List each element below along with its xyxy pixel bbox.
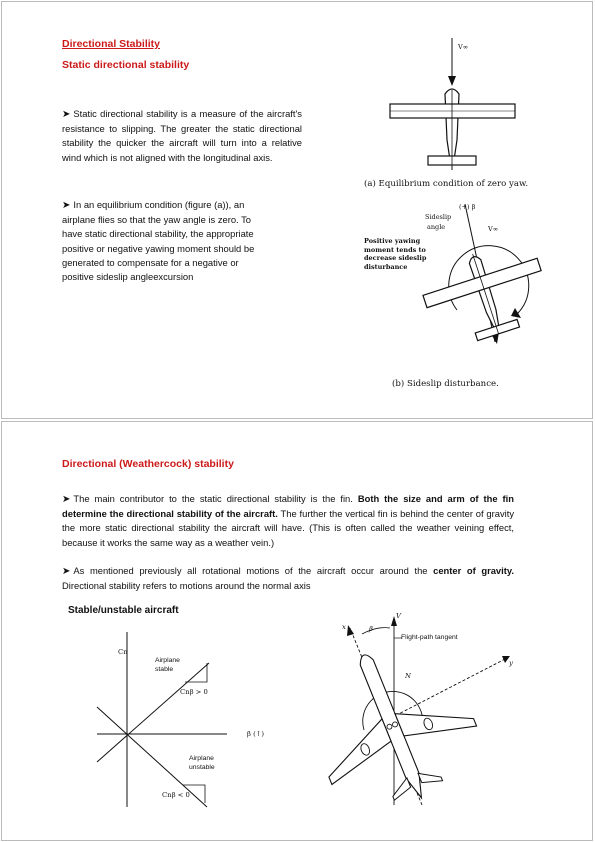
fig-b-angle-label: angle: [427, 223, 446, 231]
beta-angle-label: β: [369, 625, 373, 633]
fig-b-beta-label: (+) β: [459, 203, 476, 211]
n-moment-label: N: [405, 672, 411, 680]
cn-beta-negative-label: Cnβ < 0: [162, 791, 190, 799]
figure-a-airplane-zero-yaw: [382, 30, 532, 180]
airplane-stable-label: Airplane stable: [155, 657, 180, 673]
fig-b-moment-note: Positive yawing moment tends to decrease sideslip disturbance: [364, 237, 427, 271]
fig-b-vinf-label: V∞: [488, 225, 499, 233]
fig-a-caption: (a) Equilibrium condition of zero yaw.: [364, 179, 529, 189]
paragraph-1: ➤ Static directional stability is a measure of the aircraft's resistance to slipping. The greater the static directional stability the quicker the aircraft will turn into a relative wind which is not aligned with the longitudinal axis.: [62, 108, 302, 163]
y-axis-label: y: [509, 659, 513, 667]
cn-beta-graph: [97, 627, 227, 807]
section-heading: Directional (Weathercock) stability: [62, 458, 234, 470]
cn-beta-positive-label: Cnβ > 0: [180, 688, 208, 696]
bullet-arrow-icon: ➤: [62, 566, 71, 577]
slide-title: Directional Stability: [62, 38, 161, 50]
fig-b-sideslip-label: Sideslip: [425, 213, 452, 221]
bullet-arrow-icon: ➤: [62, 200, 71, 211]
bullet-arrow-icon: ➤: [62, 494, 71, 505]
paragraph-2: ➤ In an equilibrium condition (figure (a)), an airplane flies so that the yaw angle is zero. To have static directional stability, the appropriate positive or negative yawing moment should be generated to compensate for a negative or positive sideslip angleexcursion: [62, 199, 255, 283]
fig-a-vinf-label: V∞: [458, 43, 469, 51]
bullet-arrow-icon: ➤: [62, 109, 71, 120]
slide-subtitle: Static directional stability: [62, 59, 190, 71]
fig-b-caption: (b) Sideslip disturbance.: [392, 379, 499, 389]
airplane-unstable-label: Airplane unstable: [189, 755, 215, 771]
v-axis-label: V: [396, 612, 401, 620]
slide-2: [1, 421, 593, 841]
stable-unstable-heading: Stable/unstable aircraft: [68, 605, 179, 616]
paragraph-cg: ➤ As mentioned previously all rotational motions of the aircraft occur around the center of gravity. Directional stability refers to motions around the normal axis: [62, 565, 514, 592]
flight-path-tangent-label: Flight-path tangent: [401, 634, 458, 641]
x-axis-label: x: [342, 623, 346, 631]
slide-1: [1, 1, 593, 419]
cn-axis-label: Cn: [118, 648, 128, 656]
beta-axis-label: β (↑): [247, 730, 265, 738]
paragraph-fin: ➤ The main contributor to the static directional stability is the fin. Both the size and arm of the fin determine the directional stability of the aircraft. The further the vertical fin is behind the center of gravity the more static directional stability the aircraft will have. (This is often called the weather veining effect, because it works the same way as a weather vein.): [62, 493, 515, 548]
